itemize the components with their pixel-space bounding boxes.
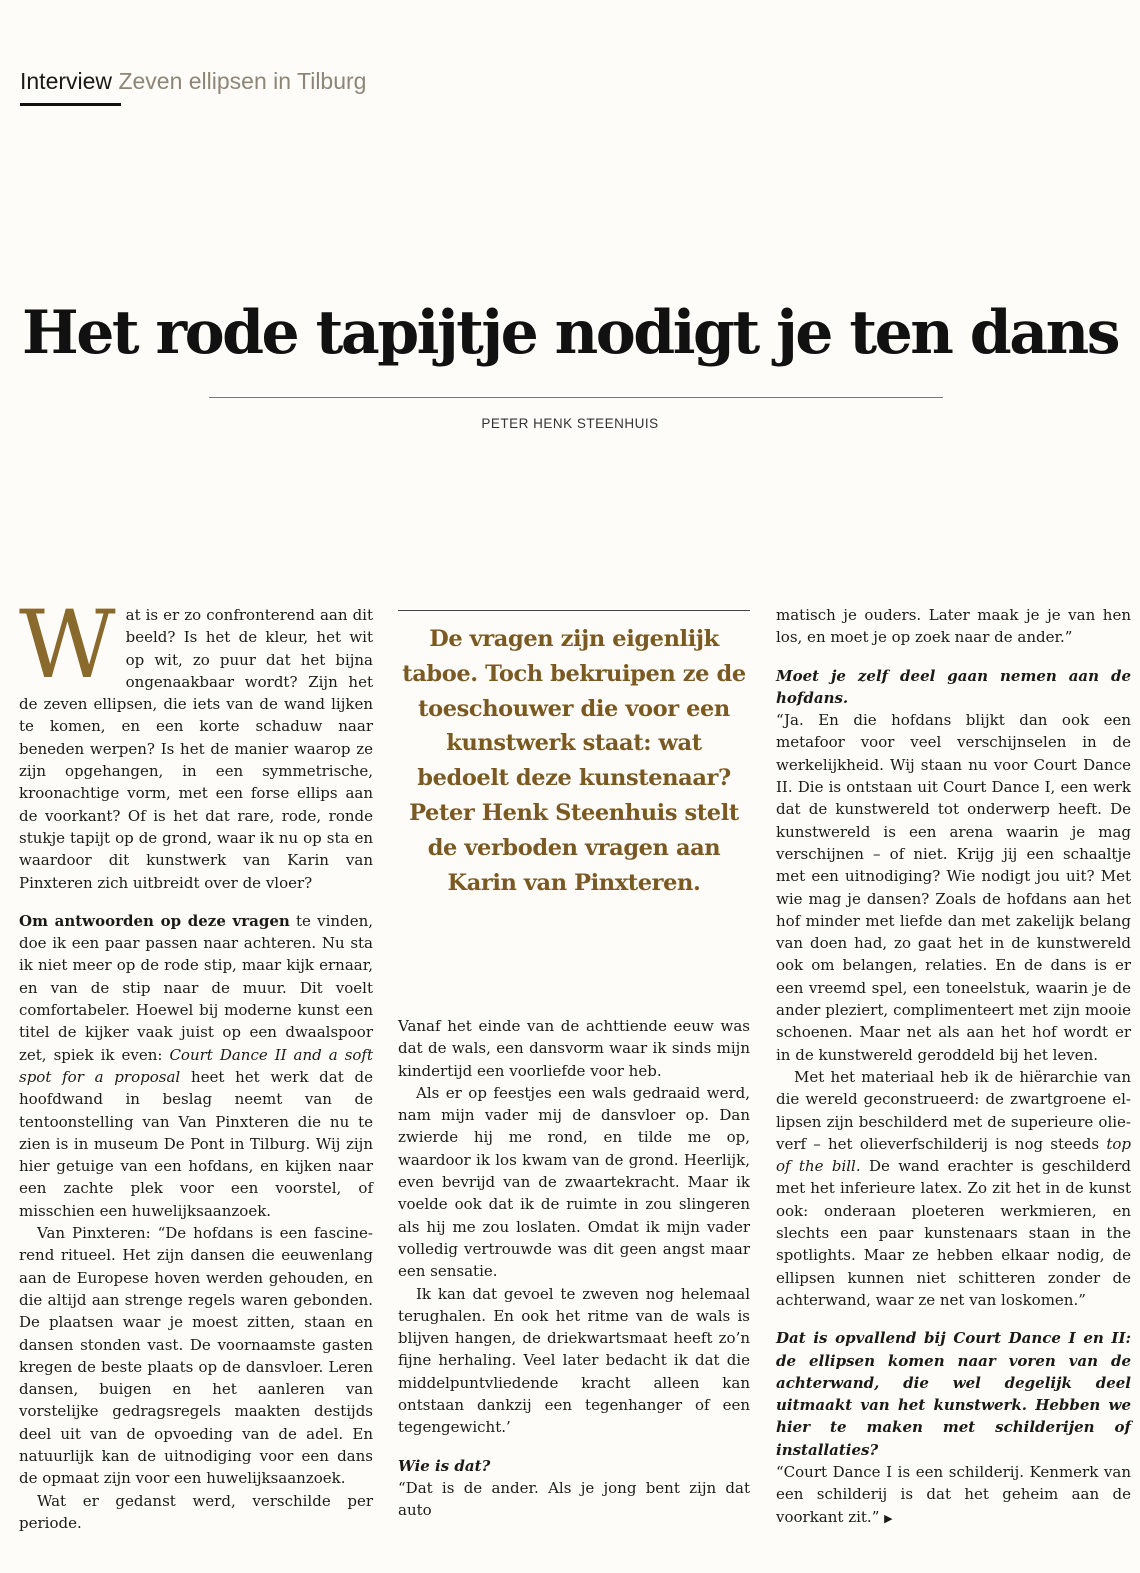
paragraph: Ik kan dat gevoel te zweven nog helemaal terughalen. En ook het ritme van de wals is blijven hangen, de driekwartsmaat heeft zo’n fijne herhaling. Veel later bedacht ik dat die middelpuntvliedende kracht alleen kan ontstaan dankzij een tegenhanger of een tegengewicht.’ <box>398 1284 750 1437</box>
paragraph: Wat er gedanst werd, verschilde per periode. <box>19 1491 373 1532</box>
interview-question: Dat is opvallend bij Court Dance I en II: de ellipsen komen naar voren van de achterwand, die wel degelijk deel uitmaakt van het kunstwerk. Hebben we hier te maken met schilderijen of installaties? <box>776 1329 1131 1459</box>
paragraph: Met het materiaal heb ik de hiërarchie van die wereld geconstrueerd: de zwartgroene ellipsen zijn beschilderd met de superieure olieverf – het olieverfschilderij is nog steeds top of the bill. De wand erachter is geschilderd met het inferieure latex. Zo zit het in de kunst ook: onderaan ploeteren werkmieren, en slechts een paar kunstenaars staan in the spotlights. Maar ze hebben elkaar nodig, de ellipsen kunnen niet schitteren zonder de achterwand, waar ze net van loskomen.” <box>776 1067 1131 1309</box>
paragraph: Als er op feestjes een wals gedraaid werd, nam mijn vader mij de dansvloer op. Dan zwierde hij me rond, en tilde me op, waardoor ik los kwam van de grond. Heerlijk, even bevrijd van de zwaartekracht. Maar ik voelde ook dat ik de ruimte in zou slingeren als hij me zou loslaten. Omdat ik mijn vader volledig vertrouwde was dit geen angst maar een sensatie. <box>398 1083 750 1281</box>
interview-question: Moet je zelf deel gaan nemen aan de hofdans. <box>776 666 1131 707</box>
headline: Het rode tapijtje nodigt je ten dans <box>22 298 1118 368</box>
column-1 <box>19 591 374 1534</box>
byline: PETER HENK STEENHUIS <box>481 416 659 431</box>
interview-answer: “Court Dance I is een schilderij. Kenmerk van een schilderij is dat het geheim aan de voorkant zit.” ▶ <box>776 1462 1131 1526</box>
column-2 <box>398 1015 750 1522</box>
interview-answer: “Ja. En die hofdans blijkt dan ook een metafoor voor veel verschijnselen in de werkelijkheid. Wij staan nu voor Court Dance II. Die is ontstaan uit Court Dance I, een werk dat de kunstwereld tot onderwerp heeft. De kunstwereld is een arena waarin je mag verschijnen – of niet. Krijg jij een schaaltje met een uitnodiging? Wie nodigt jou uit? Met wie mag je dansen? Zoals de hofdans aan het hof minder met liefde dan met zakelijk belang van doen had, zo gaat het in de kunstwereld ook om belangen, relaties. En de dans is er een vreemd spel, een toneelstuk, waarin je de ander pleziert, complimenteert met zijn mooie schoenen. Maar net als aan het hof wordt er in de kunstwereld geroddeld bij het leven. <box>776 711 1131 1064</box>
drop-cap: W <box>19 591 116 700</box>
interview-question: Wie is dat? <box>398 1456 491 1475</box>
intro-paragraph: at is er zo confronterend aan dit beeld? Is het de kleur, het wit op wit, zo puur dat het bijna ongenaakbaar wordt? Zijn het de zeven ellipsen, die iets van de wand lijken te komen, en een korte schaduw naar beneden werpen? Is het de manier waarop ze zijn opgehangen, in een symmetrische, kroonachtige vorm, met een forse ellips aan de voorkant? Of is het dat rare, rode, ronde stukje tapijt op de grond, waar ik nu op sta en waardoor dit kunstwerk van Karin van Pinxteren zich uitbreidt over de vloer? <box>19 606 373 892</box>
header-underline <box>20 103 121 106</box>
title-divider <box>209 397 943 398</box>
end-arrow-icon: ▶ <box>884 1511 893 1525</box>
paragraph-lead: Om antwoorden op deze vragen <box>19 911 290 930</box>
interview-answer: “Dat is de ander. Als je jong bent zijn dat auto <box>398 1478 750 1520</box>
artwork-title: Court Dance II and a soft spot for a proposal <box>19 1045 374 1086</box>
paragraph: Van Pinxteren: “De hofdans is een fascinerend ritueel. Het zijn dansen die eeuwenlang aan de Europese hoven werden gehouden, en die altijd aan strenge regels waren gebonden. De plaatsen waar je moest zitten, staan en dansen stonden vast. De voornaamste gasten kregen de beste plaats op de dansvloer. Leren dansen, buigen en het aanleren van vorstelijke gedragsregels maakten destijds deel uit van de opvoeding van de adel. En natuurlijk kan de uitnodiging voor een dans de opmaat zijn voor een huwelijksaanzoek. <box>19 1224 373 1488</box>
paragraph: matisch je ouders. Later maak je je van hen los, en moet je op zoek naar de ander.” <box>776 606 1131 647</box>
column-3 <box>776 604 1131 1530</box>
section-header <box>20 68 366 95</box>
pullquote: De vragen zijn eigenlijk taboe. Toch bekruipen ze de toeschouwer die voor een kunstwerk staat: wat bedoelt deze kunstenaar? Peter Henk Steenhuis stelt de verboden vragen aan Karin van Pinxteren. <box>402 626 746 896</box>
section-topic: Zeven ellipsen in Tilburg <box>118 68 367 94</box>
paragraph: Om antwoorden op deze vragen te vinden, doe ik een paar passen naar achteren. Nu sta ik niet meer op de rode stip, maar kijk ernaar, en van de stip naar de muur. Dit voelt comfortabeler. Hoewel bij moderne kunst een titel de kijker vaak juist op een dwaalspoor zet, spiek ik even: Court Dance II and a soft spot for a proposal heet het werk dat de hoofdwand in beslag neemt van de tentoonstelling van Van Pinxteren die nu te zien is in museum De Pont in Tilburg. Wij zijn hier getuige van een hofdans, en kijken naar een zachte plek voor een voorstel, of misschien een huwelijksaanzoek. <box>19 911 374 1220</box>
section-label: Interview <box>20 68 113 94</box>
paragraph: Vanaf het einde van de achttiende eeuw was dat de wals, een dansvorm waar ik sinds mijn kindertijd een voorliefde voor heb. <box>398 1017 750 1080</box>
pullquote-rule <box>398 610 750 611</box>
